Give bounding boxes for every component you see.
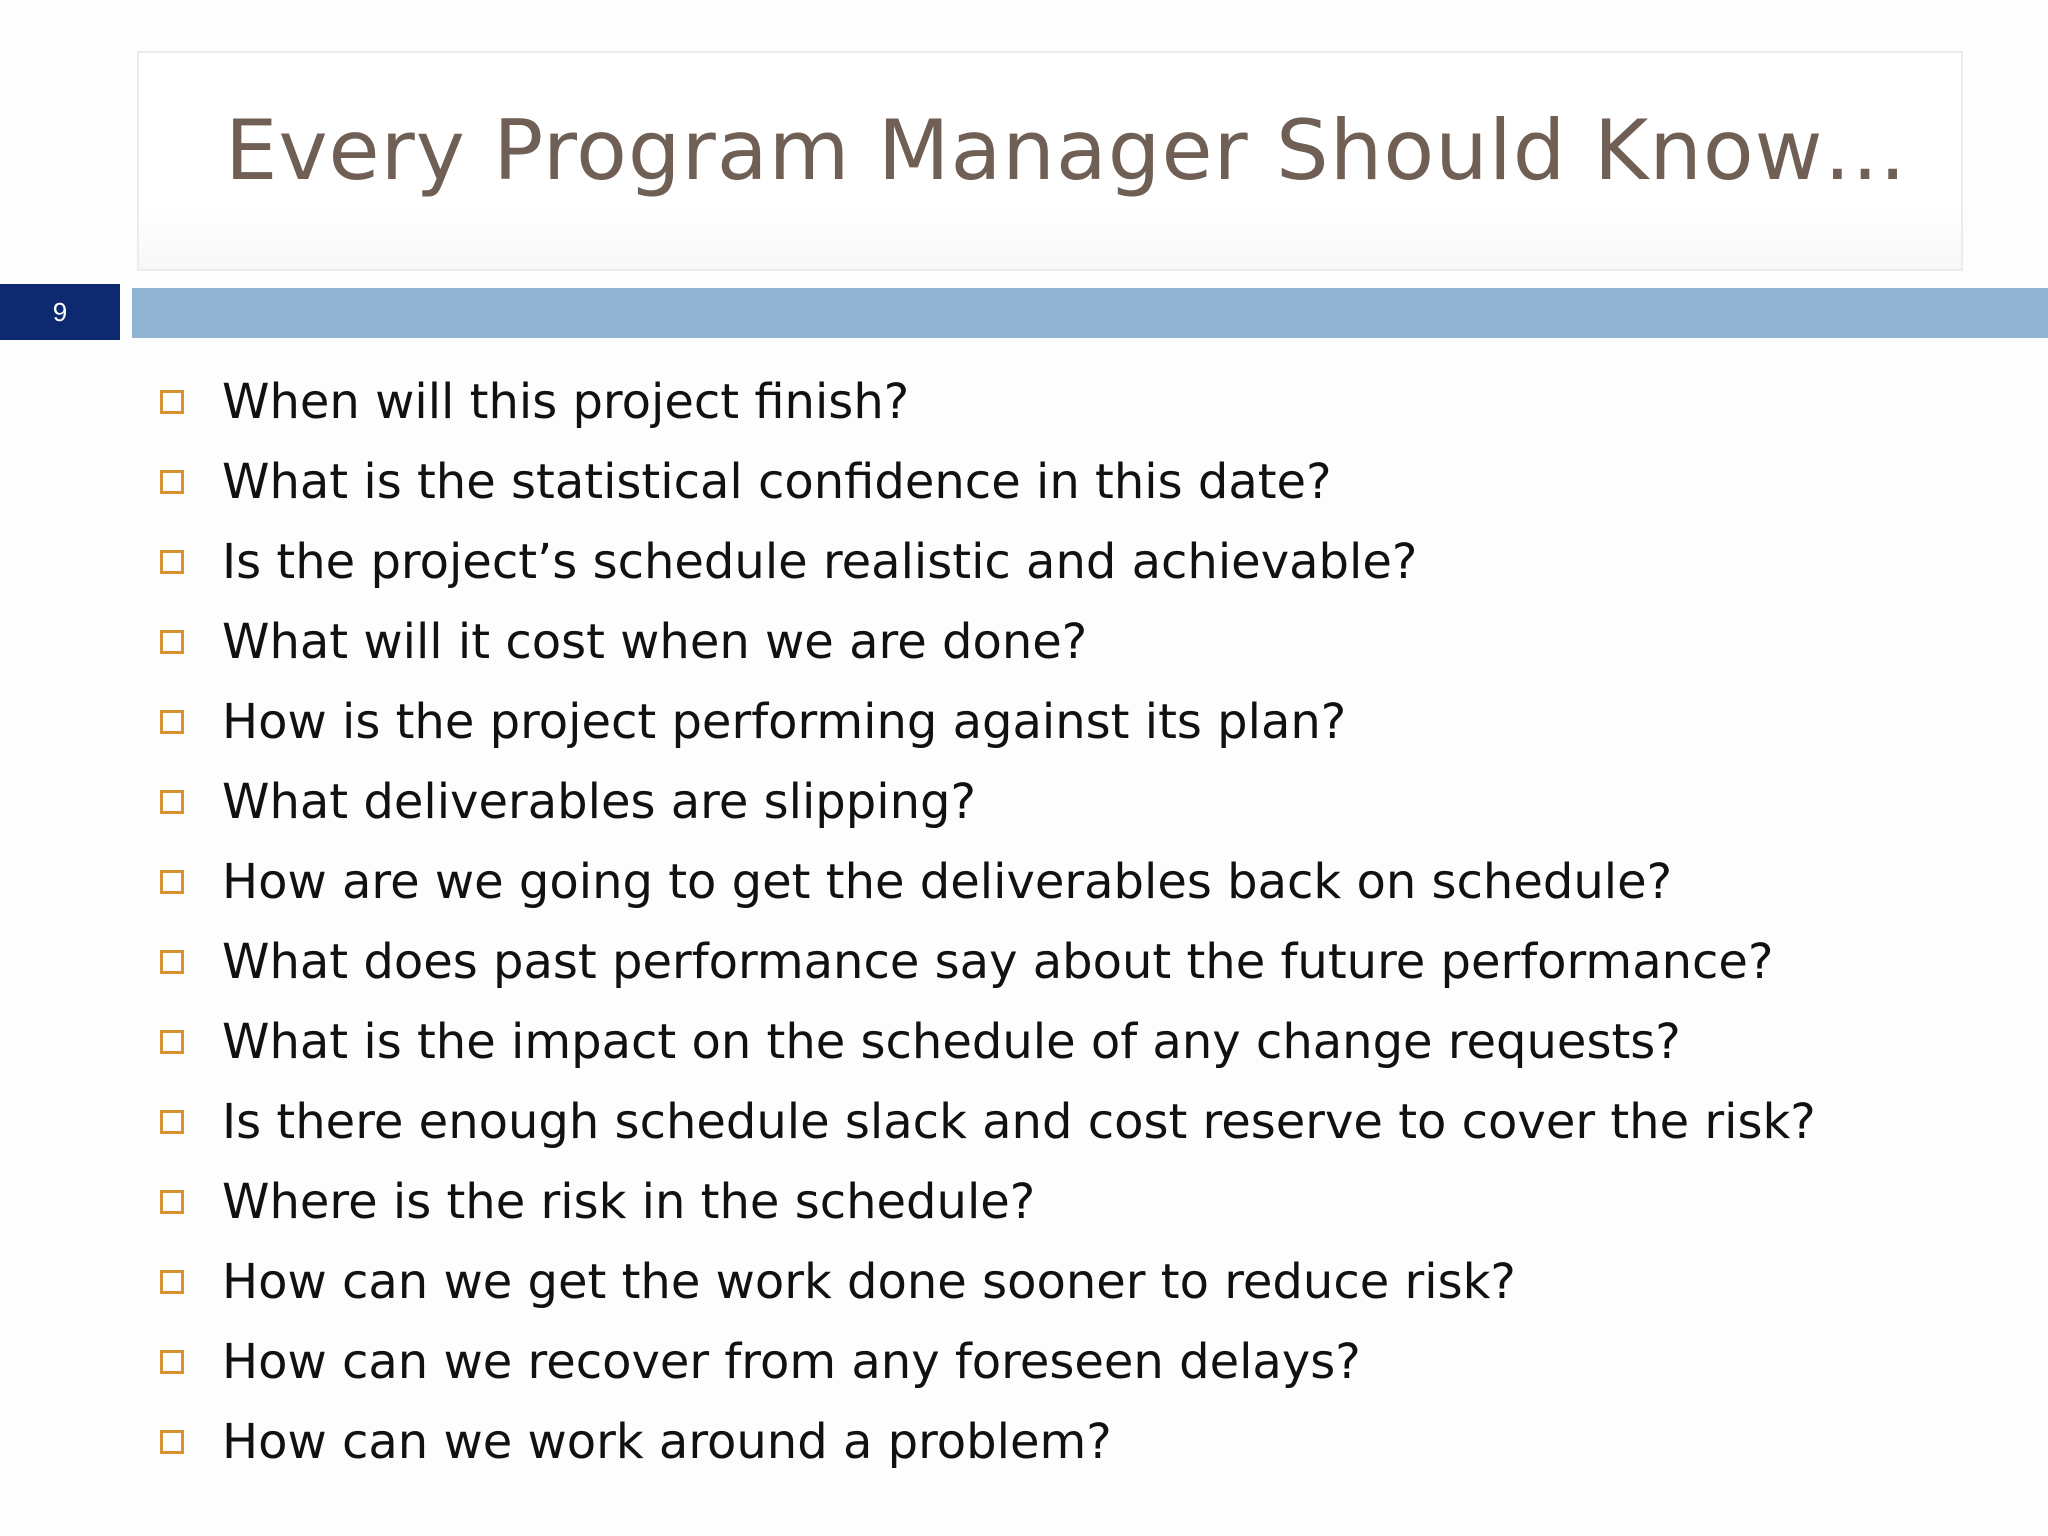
list-item xyxy=(160,1002,1816,1082)
list-item-text: Where is the risk in the schedule? xyxy=(222,1174,1036,1230)
list-item-text: Is there enough schedule slack and cost reserve to cover the risk? xyxy=(222,1094,1816,1150)
list-item-text: How can we get the work done sooner to reduce risk? xyxy=(222,1254,1516,1310)
square-bullet-icon xyxy=(160,1110,184,1134)
square-bullet-icon xyxy=(160,1270,184,1294)
list-item-text: How can we recover from any foreseen delays? xyxy=(222,1334,1361,1390)
list-item-text: What deliverables are slipping? xyxy=(222,774,976,830)
list-item-text: How is the project performing against its plan? xyxy=(222,694,1347,750)
question-list xyxy=(160,362,1816,1482)
square-bullet-icon xyxy=(160,710,184,734)
square-bullet-icon xyxy=(160,1030,184,1054)
square-bullet-icon xyxy=(160,470,184,494)
slide-title: Every Program Manager Should Know… xyxy=(225,102,1908,199)
list-item-text: Is the project’s schedule realistic and achievable? xyxy=(222,534,1418,590)
list-item xyxy=(160,1082,1816,1162)
slide-number: 9 xyxy=(52,296,68,327)
slide-number-box xyxy=(0,284,120,340)
square-bullet-icon xyxy=(160,790,184,814)
list-item xyxy=(160,1402,1816,1482)
square-bullet-icon xyxy=(160,1350,184,1374)
list-item xyxy=(160,1242,1816,1322)
list-item-text: How can we work around a problem? xyxy=(222,1414,1112,1470)
list-item xyxy=(160,442,1816,522)
square-bullet-icon xyxy=(160,1430,184,1454)
square-bullet-icon xyxy=(160,870,184,894)
list-item-text: How are we going to get the deliverables back on schedule? xyxy=(222,854,1673,910)
list-item xyxy=(160,1322,1816,1402)
list-item xyxy=(160,762,1816,842)
list-item-text: When will this project finish? xyxy=(222,374,910,430)
square-bullet-icon xyxy=(160,630,184,654)
list-item-text: What will it cost when we are done? xyxy=(222,614,1088,670)
square-bullet-icon xyxy=(160,550,184,574)
list-item-text: What is the statistical confidence in this date? xyxy=(222,454,1332,510)
title-box xyxy=(137,51,1963,271)
list-item-text: What does past performance say about the future performance? xyxy=(222,934,1774,990)
square-bullet-icon xyxy=(160,950,184,974)
list-item xyxy=(160,522,1816,602)
square-bullet-icon xyxy=(160,1190,184,1214)
list-item xyxy=(160,922,1816,1002)
list-item xyxy=(160,362,1816,442)
list-item xyxy=(160,682,1816,762)
list-item-text: What is the impact on the schedule of any change requests? xyxy=(222,1014,1681,1070)
list-item xyxy=(160,1162,1816,1242)
accent-bar xyxy=(132,288,2048,338)
list-item xyxy=(160,602,1816,682)
square-bullet-icon xyxy=(160,390,184,414)
list-item xyxy=(160,842,1816,922)
